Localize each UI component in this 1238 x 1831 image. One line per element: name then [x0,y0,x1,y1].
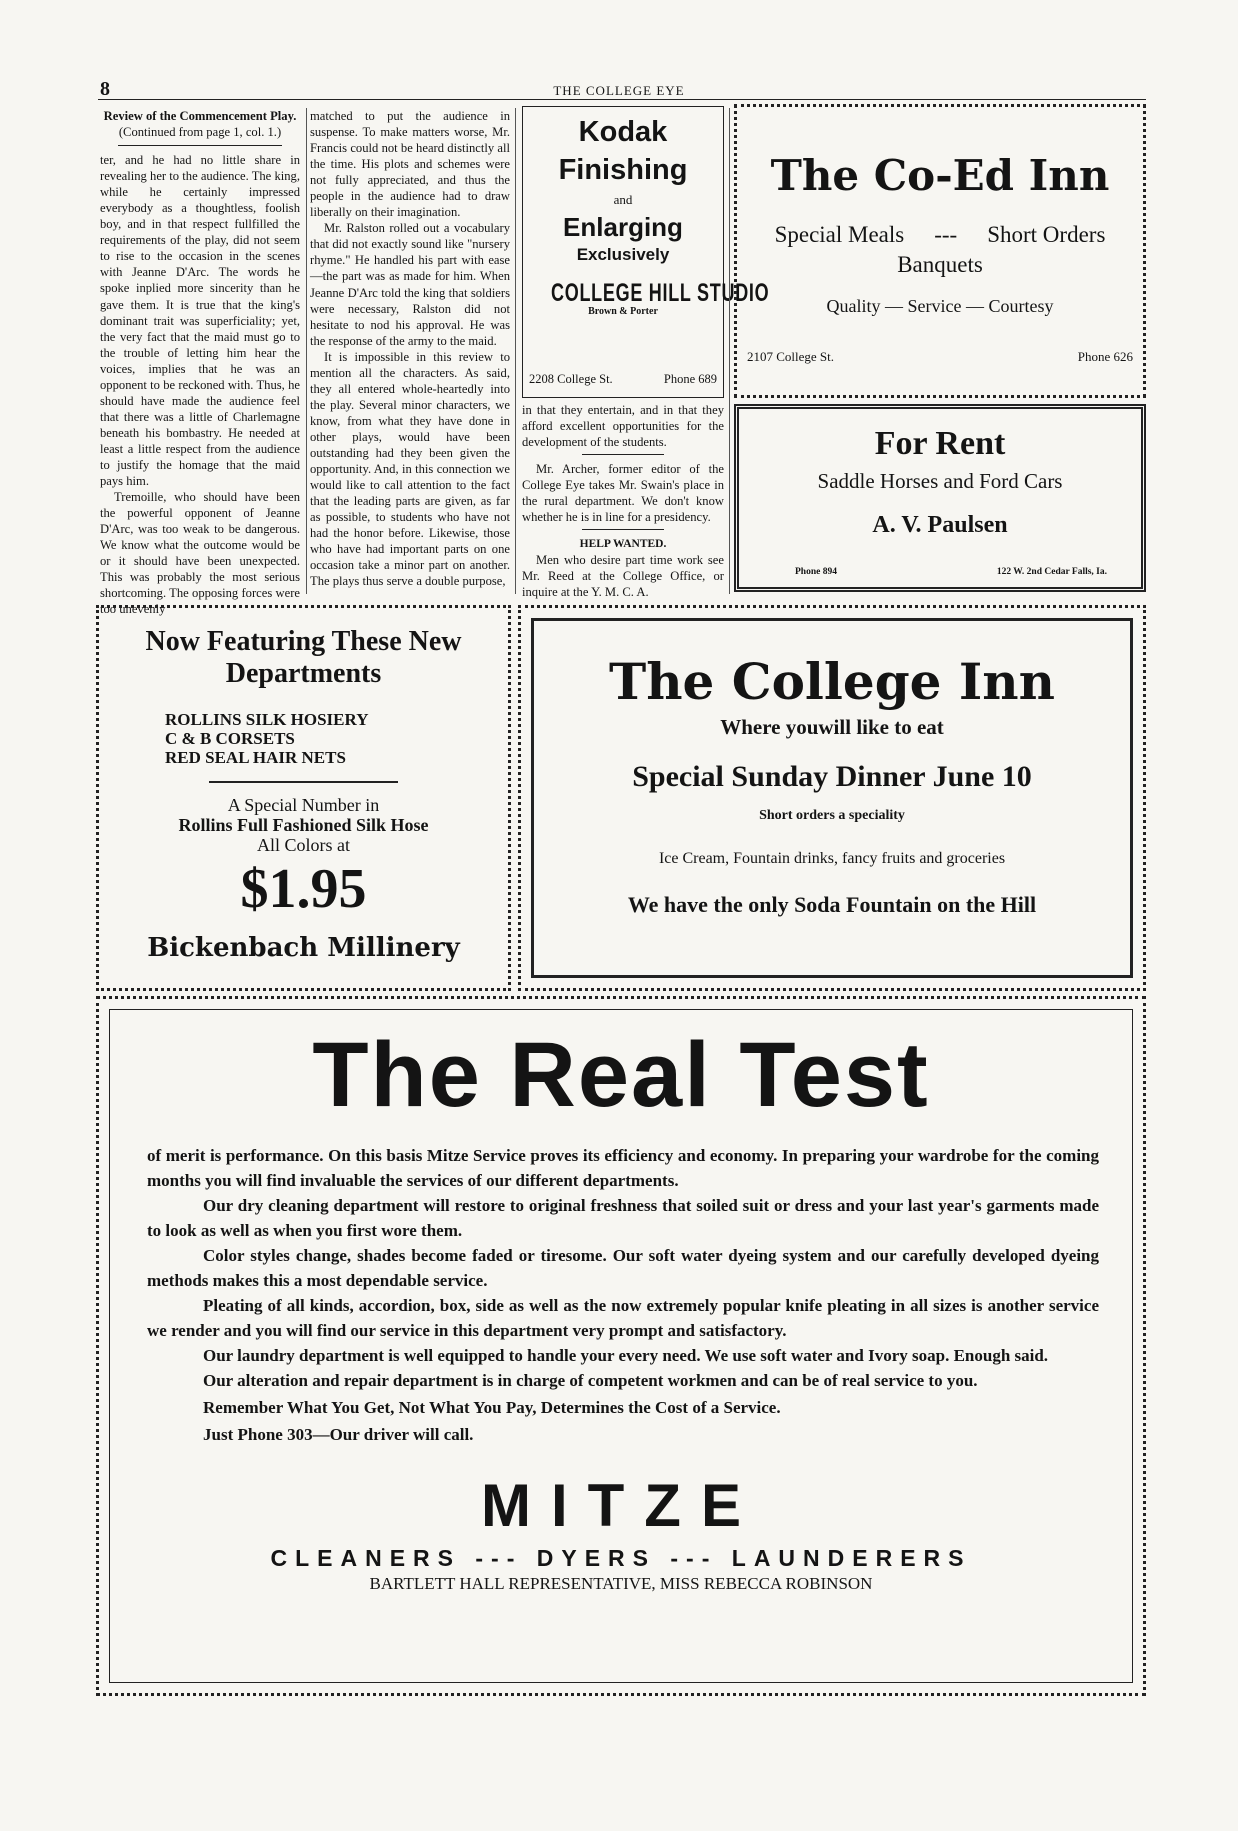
mitze-paragraph: Color styles change, shades become faded or tiresome. Our soft water dyeing system and our carefully developed dyeing methods makes this a most dependable service. [147,1246,1099,1290]
kodak-footer [529,372,717,387]
kodak-ad [522,106,770,398]
article-column-3 [522,402,724,601]
header-rule [98,99,1146,100]
coed-phone: Phone 626 [1077,349,1133,364]
bickenbach-heading: Now Featuring These New Departments [145,626,462,689]
special-line-2: Rollins Full Fashioned Silk Hose [178,815,429,835]
coed-orders: Short Orders [987,222,1106,247]
article-column-1 [100,108,300,617]
article-paragraph: It is impossible in this review to mention all the characters. As said, they all entered whole-heartedly into the play. Several minor characters, we know, from what they have done in other plays, would have been outstanding had they been given the opportunity. And, in this connection we would like to call attention to the fact that the leading parts are given, as far as possible, to students who have not had the honor before. Likewise, those who have had important parts on one occasion take a minor part on another. The plays thus serve a double purpose, [310,349,510,589]
mitze-paragraph: Our laundry department is well equipped to handle your every need. We use soft water and Ivory soap. Enough said. [203,1346,1049,1365]
college-inn-tagline: Where youwill like to eat [720,715,944,739]
mitze-headline: The Real Test [312,1024,930,1126]
department-item: RED SEAL HAIR NETS [165,748,346,767]
column-divider [306,108,307,594]
studio-name: COLLEGE HILL STUDIO [551,279,770,307]
article-column-2 [310,108,510,589]
coed-meals: Special Meals [774,222,905,247]
department-item: C & B CORSETS [165,729,295,748]
mitze-paragraph: of merit is performance. On this basis Mitze Service proves its efficiency and economy. In preparing your wardrobe for the coming months you will find invaluable the services of our different departments. [147,1146,1099,1190]
coed-footer [747,349,1133,365]
news-archer: Mr. Archer, former editor of the College Eye takes Mr. Swain's place in the rural department. We don't know whether he is in line for a presidency. [522,462,724,525]
college-inn-title: The College Inn [609,652,1055,711]
article-continued: (Continued from page 1, col. 1.) [118,125,282,140]
rent-name: A. V. Paulsen [872,512,1008,538]
special-line-1: A Special Number in [227,795,380,815]
coed-title: The Co-Ed Inn [770,151,1110,200]
mitze-name: MITZE [481,1472,761,1539]
rent-footer [795,567,1107,577]
kodak-line-2: Finishing [558,154,688,186]
newspaper-title: THE COLLEGE EYE [553,83,685,98]
coed-address: 2107 College St. [747,349,835,364]
page-number: 8 [100,78,110,100]
mitze-paragraph: Our alteration and repair department is in charge of competent workmen and can be of real service to you. [203,1371,978,1390]
kodak-line-1: Kodak [578,116,668,148]
news-divider [582,529,664,530]
mitze-body [147,1143,1099,1447]
article-paragraph: Mr. Ralston rolled out a vocabulary that did not exactly sound like "nursery rhyme." He handled his part with ease—the part was as made for him. When Jeanne D'Arc told the king that soldiers were necessary, Ralston did not hesitate to nod his approval. He was the response of the army to the maid. [310,221,510,348]
bickenbach-divider [209,781,398,783]
column-divider [729,108,730,594]
college-inn-short: Short orders a speciality [759,808,905,823]
college-inn-ad [518,605,1146,991]
article-heading: Review of the Commencement Play. [103,109,297,123]
article-paragraph: in that they entertain, and in that they afford excellent opportunities for the development of the students. [522,403,724,450]
mitze-remember: Remember What You Get, Not What You Pay, Determines the Cost of a Service. [203,1398,781,1417]
mitze-services: CLEANERS --- DYERS --- LAUNDERERS [270,1545,972,1571]
rent-address: 122 W. 2nd Cedar Falls, Ia. [996,567,1107,577]
kodak-and: and [613,192,633,207]
mitze-phone: Just Phone 303—Our driver will call. [203,1425,474,1444]
help-wanted-heading: HELP WANTED. [579,538,667,551]
mitze-representative: BARTLETT HALL REPRESENTATIVE, MISS REBECCA ROBINSON [369,1574,873,1593]
kodak-line-4: Exclusively [576,245,670,264]
article-paragraph: Tremoille, who should have been the powerful opponent of Jeanne D'Arc, was too weak to be dangerous. We know what the outcome would be or it should have been unexpected. This was probably the most serious shortcoming. The opposing forces were too unevenly [100,490,300,617]
for-rent-ad [734,404,1146,592]
price: $1.95 [240,858,367,920]
kodak-line-3: Enlarging [563,212,683,242]
article-divider [118,145,282,146]
coed-banquets: Banquets [897,252,983,277]
mitze-ad [96,996,1146,1696]
news-divider [582,454,664,455]
college-inn-special: Special Sunday Dinner June 10 [632,760,1032,793]
kodak-address: 2208 College St. [529,372,613,386]
help-wanted-body: Men who desire part time work see Mr. Reed at the College Office, or inquire at the Y. M. C. A. [522,553,724,600]
college-inn-soda: We have the only Soda Fountain on the Hill [627,892,1037,917]
coed-dash: --- [934,222,958,247]
coed-meals-row [737,222,1143,248]
department-list [165,710,508,767]
mitze-paragraph: Pleating of all kinds, accordion, box, side as well as the now extremely popular knife pleating in all sizes is another service we render and you will find our service in this department very prompt and satisfactory. [147,1296,1099,1340]
article-paragraph: ter, and he had no little share in revealing her to the audience. The king, while he certainly impressed everybody as a thoughtless, foolish boy, and in that respect fullfilled the requirements of the play, did not seem to rise to the occasion in the scenes with Jeanne D'Arc. The words he spoke inplied more sincerity than he gave them. It is true that the king's dominant trait was superficiality; yet, the very fact that the maid must go to the trouble of letting him hear the voices, implies that he was an opponent to be reckoned with. Thus, he should have made the audience feel that there was a little of Charlemagne beneath his bombastry. He needed at least a little respect from the audience to justify the homage that the maid pays him. [100,153,300,489]
studio-owners: Brown & Porter [588,306,658,317]
coed-tagline: Quality — Service — Courtesy [826,296,1054,316]
article-paragraph: matched to put the audience in suspense. To make matters worse, Mr. Francis could not be heard distinctly all the time. His plots and schemes were not fully appreciated, and thus the people in the audience had to draw liberally on their imagination. [310,109,510,220]
department-item: ROLLINS SILK HOSIERY [165,710,369,729]
store-name: Bickenbach Millinery [147,933,460,963]
rent-phone: Phone 894 [795,567,837,577]
kodak-phone: Phone 689 [663,372,717,386]
bickenbach-ad [96,605,511,991]
special-line-3: All Colors at [257,835,350,855]
rent-items: Saddle Horses and Ford Cars [817,469,1063,493]
rent-title: For Rent [874,425,1006,462]
column-divider [515,108,516,594]
mitze-paragraph: Our dry cleaning department will restore to original freshness that soiled suit or dress and your last year's garments made to look as well as when you first wore them. [147,1196,1099,1240]
coed-inn-ad [734,104,1146,398]
college-inn-items: Ice Cream, Fountain drinks, fancy fruits and groceries [658,850,1006,867]
